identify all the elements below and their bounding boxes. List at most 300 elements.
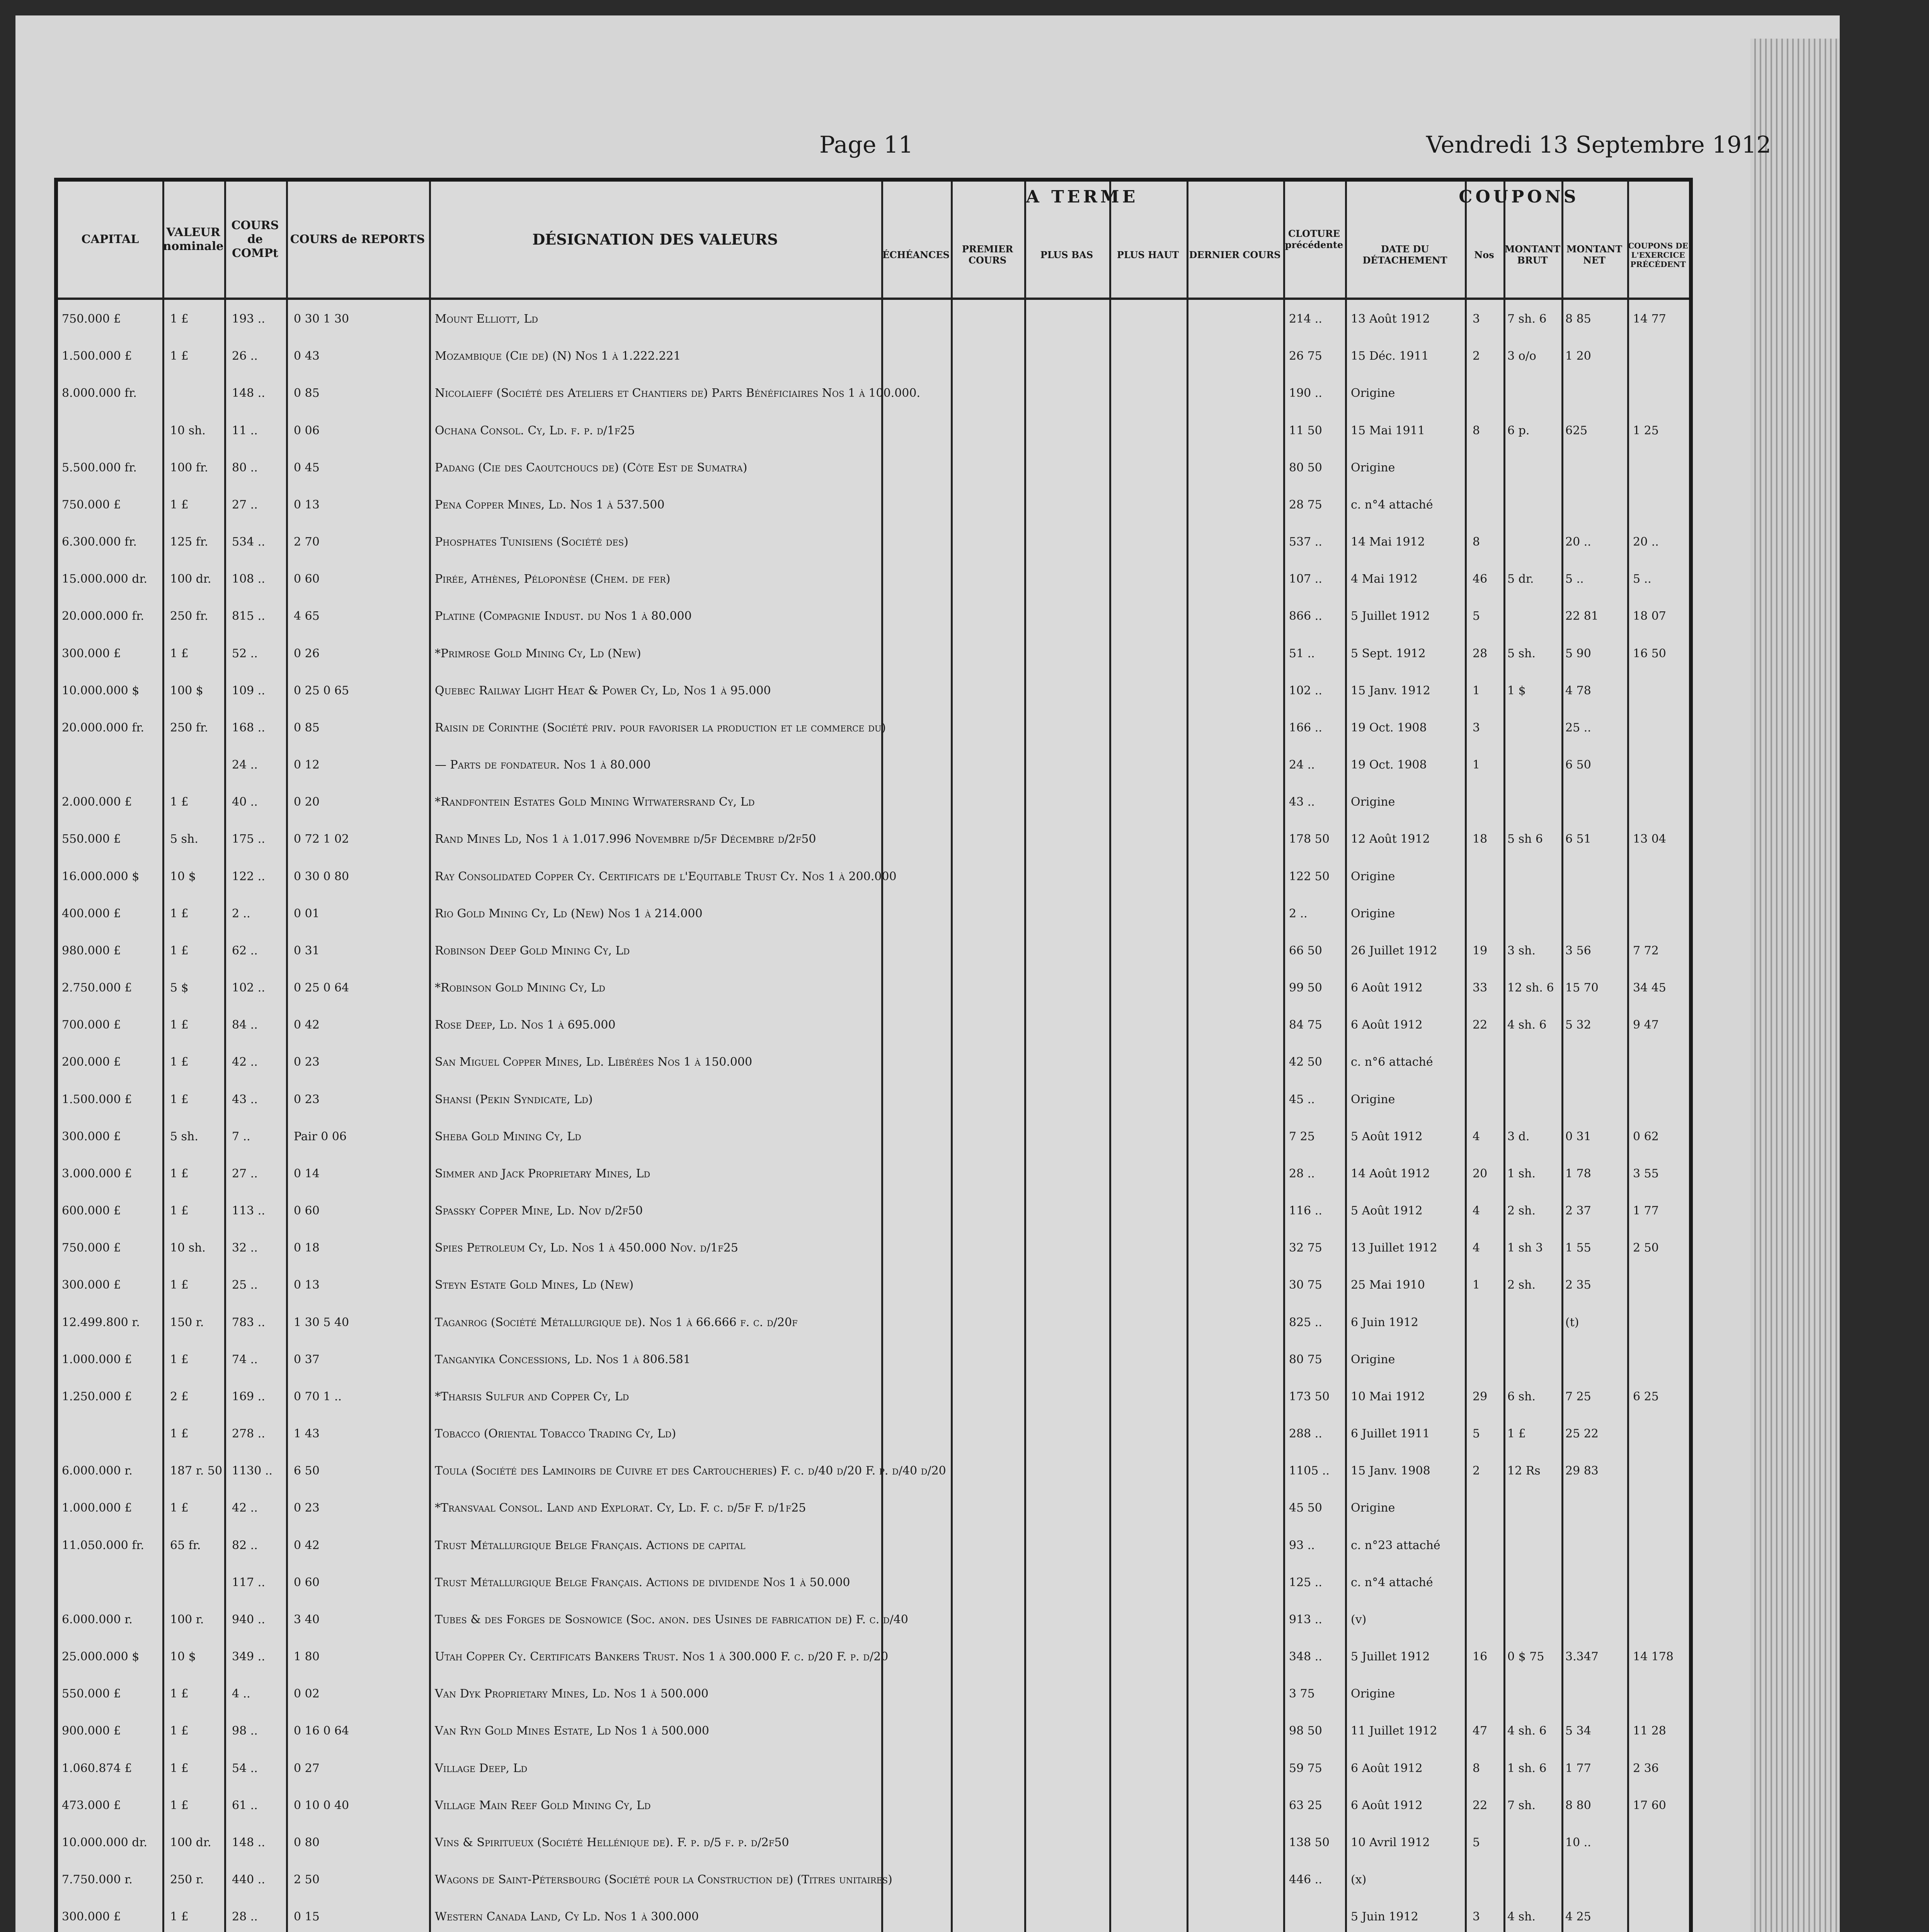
table-row <box>58 602 1689 629</box>
row-coupon-number: 29 <box>1473 1389 1488 1403</box>
row-date: 10 Mai 1912 <box>1351 1389 1425 1403</box>
row-comp: 98 .. <box>232 1724 258 1738</box>
row-date: Origine <box>1351 386 1395 400</box>
row-capital: 550.000 £ <box>62 832 121 846</box>
row-comp: 349 .. <box>232 1650 265 1664</box>
header-rule <box>58 298 1689 300</box>
row-designation: Raisin de Corinthe (Société priv. pour favoriser la production et le commerce du) <box>435 721 886 735</box>
row-designation: Quebec Railway Light Heat & Power Cy, Ld, Nos 1 à 95.000 <box>435 684 771 697</box>
row-coupon-number: 4 <box>1473 1204 1480 1218</box>
row-coupon-number: 2 <box>1473 1464 1480 1478</box>
row-comp: 82 .. <box>232 1538 258 1552</box>
table-row <box>58 1755 1689 1782</box>
row-valeur: 1 £ <box>170 795 189 809</box>
row-reports: 0 85 <box>294 721 320 735</box>
row-capital: 12.499.800 r. <box>62 1315 140 1329</box>
row-valeur: 100 dr. <box>170 572 211 586</box>
row-coupon-number: 4 <box>1473 1129 1480 1143</box>
table-row <box>58 714 1689 741</box>
row-montant-brut: 1 sh 3 <box>1507 1241 1543 1255</box>
row-cloture: 3 75 <box>1289 1687 1315 1701</box>
row-designation: Platine (Compagnie Indust. du Nos 1 à 80.000 <box>435 609 692 623</box>
row-date: 6 Août 1912 <box>1351 981 1423 995</box>
row-valeur: 1 £ <box>170 1501 189 1515</box>
row-montant-brut: 3 d. <box>1507 1129 1530 1143</box>
row-designation: Wagons de Saint-Pétersbourg (Société pour la Construction de) (Titres unitaires) <box>435 1873 892 1887</box>
row-date: 5 Août 1912 <box>1351 1204 1423 1218</box>
row-coupon-number: 3 <box>1473 1910 1480 1924</box>
row-designation: Pirée, Athènes, Péloponèse (Chem. de fer) <box>435 572 671 586</box>
row-valeur: 10 $ <box>170 869 196 883</box>
row-valeur: 125 fr. <box>170 535 208 549</box>
header-montant-brut: MONTANT BRUT <box>1504 243 1561 266</box>
row-capital: 2.750.000 £ <box>62 981 132 995</box>
row-reports: 2 70 <box>294 535 320 549</box>
row-valeur: 1 £ <box>170 1724 189 1738</box>
row-cloture: 537 .. <box>1289 535 1322 549</box>
row-montant-net: 4 78 <box>1565 684 1591 697</box>
row-designation: Nicolaieff (Société des Ateliers et Chantiers de) Parts Bénéficiaires Nos 1 à 100.000. <box>435 386 920 400</box>
table-row <box>58 1048 1689 1075</box>
row-reports: 0 72 1 02 <box>294 832 349 846</box>
row-cloture: 178 50 <box>1289 832 1330 846</box>
row-reports: 0 02 <box>294 1687 320 1701</box>
row-montant-net: 2 35 <box>1565 1278 1591 1292</box>
row-valeur: 1 £ <box>170 1278 189 1292</box>
row-valeur: 10 sh. <box>170 423 206 437</box>
row-comp: 168 .. <box>232 721 265 735</box>
row-montant-net: 5 .. <box>1565 572 1584 586</box>
row-designation: Trust Métallurgique Belge Français. Actions de capital <box>435 1538 746 1552</box>
row-montant-brut: 0 $ 75 <box>1507 1650 1544 1664</box>
row-reports: 0 42 <box>294 1018 320 1032</box>
table-row <box>58 454 1689 481</box>
row-exercice-precedent: 34 45 <box>1633 981 1666 995</box>
row-comp: 54 .. <box>232 1761 258 1775</box>
row-valeur: 2 £ <box>170 1389 189 1403</box>
row-montant-brut: 6 sh. <box>1507 1389 1536 1403</box>
row-coupon-number: 2 <box>1473 349 1480 363</box>
row-cloture: 122 50 <box>1289 869 1330 883</box>
header-dernier: DERNIER COURS <box>1189 249 1281 260</box>
row-coupon-number: 22 <box>1473 1018 1488 1032</box>
row-date: 5 Juillet 1912 <box>1351 1650 1430 1664</box>
row-cloture: 80 75 <box>1289 1352 1322 1366</box>
row-capital: 900.000 £ <box>62 1724 121 1738</box>
row-date: c. n°4 attaché <box>1351 1575 1433 1589</box>
row-comp: 534 .. <box>232 535 265 549</box>
row-reports: 0 43 <box>294 349 320 363</box>
row-comp: 4 .. <box>232 1687 250 1701</box>
row-valeur: 250 fr. <box>170 609 208 623</box>
row-designation: Robinson Deep Gold Mining Cy, Ld <box>435 944 630 957</box>
row-reports: 0 25 0 64 <box>294 981 349 995</box>
row-cloture: 45 .. <box>1289 1092 1315 1106</box>
row-reports: 0 45 <box>294 461 320 474</box>
row-cloture: 26 75 <box>1289 349 1322 363</box>
row-valeur: 1 £ <box>170 906 189 920</box>
row-capital: 8.000.000 fr. <box>62 386 137 400</box>
row-cloture: 32 75 <box>1289 1241 1322 1255</box>
row-exercice-precedent: 6 25 <box>1633 1389 1659 1403</box>
row-designation: Rose Deep, Ld. Nos 1 à 695.000 <box>435 1018 616 1032</box>
table-row <box>58 1792 1689 1819</box>
row-date: Origine <box>1351 1092 1395 1106</box>
row-exercice-precedent: 16 50 <box>1633 646 1666 660</box>
row-date: Origine <box>1351 461 1395 474</box>
row-designation: Mount Elliott, Ld <box>435 312 538 326</box>
row-valeur: 150 r. <box>170 1315 204 1329</box>
row-comp: 62 .. <box>232 944 258 957</box>
row-comp: 24 .. <box>232 758 258 772</box>
row-montant-brut: 1 sh. 6 <box>1507 1761 1547 1775</box>
row-valeur: 1 £ <box>170 1761 189 1775</box>
table-row <box>58 937 1689 964</box>
row-date: c. n°4 attaché <box>1351 498 1433 512</box>
row-designation: *Primrose Gold Mining Cy, Ld (New) <box>435 646 641 660</box>
row-reports: 0 80 <box>294 1835 320 1849</box>
row-valeur: 5 sh. <box>170 832 198 846</box>
table-row <box>58 788 1689 815</box>
row-date: 15 Mai 1911 <box>1351 423 1425 437</box>
row-comp: 148 .. <box>232 386 265 400</box>
row-reports: 0 13 <box>294 1278 320 1292</box>
row-reports: 0 01 <box>294 906 320 920</box>
row-valeur: 1 £ <box>170 1352 189 1366</box>
row-montant-brut: 12 sh. 6 <box>1507 981 1554 995</box>
row-reports: 0 25 0 65 <box>294 684 349 697</box>
row-designation: Rand Mines Ld, Nos 1 à 1.017.996 Novembre d/5f Décembre d/2f50 <box>435 832 816 846</box>
header-cours-comp: COURS de COMPt <box>231 219 279 260</box>
row-designation: Rio Gold Mining Cy, Ld (New) Nos 1 à 214.000 <box>435 906 703 920</box>
row-designation: *Robinson Gold Mining Cy, Ld <box>435 981 605 995</box>
row-comp: 52 .. <box>232 646 258 660</box>
row-designation: *Transvaal Consol. Land and Explorat. Cy, Ld. F. c. d/5f F. d/1f25 <box>435 1501 806 1515</box>
page-number: Page 11 <box>819 131 913 158</box>
row-designation: Van Ryn Gold Mines Estate, Ld Nos 1 à 500.000 <box>435 1724 709 1738</box>
row-valeur: 250 fr. <box>170 721 208 735</box>
row-coupon-number: 1 <box>1473 758 1480 772</box>
table-row <box>58 1086 1689 1113</box>
row-montant-brut: 2 sh. <box>1507 1204 1536 1218</box>
row-comp: 61 .. <box>232 1798 258 1812</box>
row-capital: 550.000 £ <box>62 1687 121 1701</box>
row-comp: 102 .. <box>232 981 265 995</box>
row-capital: 20.000.000 fr. <box>62 609 144 623</box>
row-cloture: 63 25 <box>1289 1798 1322 1812</box>
row-cloture: 102 .. <box>1289 684 1322 697</box>
row-cloture: 45 50 <box>1289 1501 1322 1515</box>
header-capital: CAPITAL <box>81 233 139 246</box>
row-montant-net: 25 .. <box>1565 721 1591 735</box>
row-designation: Mozambique (Cie de) (N) Nos 1 à 1.222.221 <box>435 349 681 363</box>
row-capital: 750.000 £ <box>62 312 121 326</box>
table-row <box>58 1643 1689 1670</box>
row-montant-brut: 5 sh 6 <box>1507 832 1543 846</box>
row-montant-net: 3 56 <box>1565 944 1591 957</box>
row-montant-brut: 3 sh. <box>1507 944 1536 957</box>
row-reports: 0 31 <box>294 944 320 957</box>
row-exercice-precedent: 5 .. <box>1633 572 1651 586</box>
row-designation: Tobacco (Oriental Tobacco Trading Cy, Ld) <box>435 1427 676 1441</box>
row-montant-net: 625 <box>1565 423 1588 437</box>
row-reports: 1 43 <box>294 1427 320 1441</box>
row-cloture: 28 75 <box>1289 498 1322 512</box>
row-montant-net: 4 25 <box>1565 1910 1591 1924</box>
row-reports: 0 20 <box>294 795 320 809</box>
row-coupon-number: 3 <box>1473 721 1480 735</box>
row-coupon-number: 8 <box>1473 423 1480 437</box>
row-montant-net: 5 34 <box>1565 1724 1591 1738</box>
row-comp: 122 .. <box>232 869 265 883</box>
row-comp: 80 .. <box>232 461 258 474</box>
row-capital: 300.000 £ <box>62 1910 121 1924</box>
row-exercice-precedent: 2 50 <box>1633 1241 1659 1255</box>
row-designation: Padang (Cie des Caoutchoucs de) (Côte Est de Sumatra) <box>435 461 747 474</box>
row-date: Origine <box>1351 1352 1395 1366</box>
header-date-detachement: DATE DU DÉTACHEMENT <box>1362 243 1447 266</box>
row-reports: 0 13 <box>294 498 320 512</box>
row-valeur: 187 r. 50 <box>170 1464 223 1478</box>
row-cloture: 825 .. <box>1289 1315 1322 1329</box>
row-comp: 25 .. <box>232 1278 258 1292</box>
row-capital: 11.050.000 fr. <box>62 1538 144 1552</box>
row-comp: 169 .. <box>232 1389 265 1403</box>
row-designation: — Parts de fondateur. Nos 1 à 80.000 <box>435 758 651 772</box>
row-capital: 700.000 £ <box>62 1018 121 1032</box>
page-edge <box>1750 39 1840 1932</box>
row-montant-net: 1 20 <box>1565 349 1591 363</box>
row-cloture: 288 .. <box>1289 1427 1322 1441</box>
row-comp: 440 .. <box>232 1873 265 1887</box>
row-date: 4 Mai 1912 <box>1351 572 1418 586</box>
row-valeur: 1 £ <box>170 1167 189 1180</box>
row-coupon-number: 5 <box>1473 609 1480 623</box>
row-date: 6 Juin 1912 <box>1351 1315 1418 1329</box>
row-comp: 7 .. <box>232 1129 250 1143</box>
row-valeur: 1 £ <box>170 1427 189 1441</box>
row-date: 15 Janv. 1912 <box>1351 684 1430 697</box>
row-capital: 300.000 £ <box>62 646 121 660</box>
row-capital: 10.000.000 dr. <box>62 1835 148 1849</box>
row-montant-net: 6 50 <box>1565 758 1591 772</box>
row-exercice-precedent: 14 77 <box>1633 312 1666 326</box>
row-reports: 0 15 <box>294 1910 320 1924</box>
header-designation: DÉSIGNATION DES VALEURS <box>532 231 778 248</box>
row-designation: Tanganyika Concessions, Ld. Nos 1 à 806.581 <box>435 1352 691 1366</box>
row-valeur: 1 £ <box>170 646 189 660</box>
row-coupon-number: 22 <box>1473 1798 1488 1812</box>
row-valeur: 100 $ <box>170 684 203 697</box>
table-row <box>58 900 1689 927</box>
row-valeur: 250 r. <box>170 1873 204 1887</box>
row-date: Origine <box>1351 906 1395 920</box>
row-designation: Steyn Estate Gold Mines, Ld (New) <box>435 1278 634 1292</box>
row-date: Origine <box>1351 1501 1395 1515</box>
header-premier: PREMIER COURS <box>962 243 1013 266</box>
row-cloture: 107 .. <box>1289 572 1322 586</box>
row-capital: 6.000.000 r. <box>62 1612 133 1626</box>
row-coupon-number: 8 <box>1473 535 1480 549</box>
row-montant-net: 5 32 <box>1565 1018 1591 1032</box>
row-reports: 0 18 <box>294 1241 320 1255</box>
row-cloture: 913 .. <box>1289 1612 1322 1626</box>
row-cloture: 2 .. <box>1289 906 1308 920</box>
row-designation: Ochana Consol. Cy, Ld. f. p. d/1f25 <box>435 423 635 437</box>
row-coupon-number: 18 <box>1473 832 1488 846</box>
table-row <box>58 1123 1689 1150</box>
row-reports: 0 70 1 .. <box>294 1389 342 1403</box>
row-reports: 4 65 <box>294 609 320 623</box>
row-reports: 0 30 0 80 <box>294 869 349 883</box>
row-montant-net: 25 22 <box>1565 1427 1599 1441</box>
table-row <box>58 640 1689 667</box>
row-date: (x) <box>1351 1873 1367 1887</box>
row-capital: 1.500.000 £ <box>62 1092 132 1106</box>
row-capital: 300.000 £ <box>62 1278 121 1292</box>
row-cloture: 1105 .. <box>1289 1464 1330 1478</box>
row-reports: 0 60 <box>294 1204 320 1218</box>
row-reports: 0 12 <box>294 758 320 772</box>
table-row <box>58 1234 1689 1261</box>
row-reports: 0 27 <box>294 1761 320 1775</box>
table-row <box>58 1420 1689 1447</box>
row-comp: 43 .. <box>232 1092 258 1106</box>
table-row <box>58 1271 1689 1298</box>
row-valeur: 1 £ <box>170 498 189 512</box>
table-row <box>58 528 1689 555</box>
row-reports: 0 23 <box>294 1501 320 1515</box>
row-designation: Ray Consolidated Copper Cy. Certificats de l'Equitable Trust Cy. Nos 1 à 200.000 <box>435 869 897 883</box>
table-row <box>58 1829 1689 1856</box>
row-valeur: 1 £ <box>170 1204 189 1218</box>
row-reports: 0 37 <box>294 1352 320 1366</box>
row-coupon-number: 16 <box>1473 1650 1488 1664</box>
row-coupon-number: 20 <box>1473 1167 1488 1180</box>
row-reports: 0 60 <box>294 1575 320 1589</box>
row-montant-brut: 5 sh. <box>1507 646 1536 660</box>
row-valeur: 1 £ <box>170 1798 189 1812</box>
table-row <box>58 677 1689 704</box>
row-cloture: 98 50 <box>1289 1724 1322 1738</box>
row-cloture: 42 50 <box>1289 1055 1322 1069</box>
row-cloture: 446 .. <box>1289 1873 1322 1887</box>
table-row <box>58 751 1689 778</box>
row-montant-brut: 1 $ <box>1507 684 1526 697</box>
row-coupon-number: 33 <box>1473 981 1488 995</box>
row-date: Origine <box>1351 869 1395 883</box>
row-reports: 1 30 5 40 <box>294 1315 349 1329</box>
row-exercice-precedent: 17 60 <box>1633 1798 1666 1812</box>
row-designation: *Randfontein Estates Gold Mining Witwatersrand Cy, Ld <box>435 795 755 809</box>
row-capital: 7.750.000 r. <box>62 1873 133 1887</box>
table-row <box>58 1494 1689 1521</box>
row-cloture: 866 .. <box>1289 609 1322 623</box>
row-montant-net: 6 51 <box>1565 832 1591 846</box>
row-reports: 0 14 <box>294 1167 320 1180</box>
row-designation: Trust Métallurgique Belge Français. Actions de dividende Nos 1 à 50.000 <box>435 1575 850 1589</box>
row-montant-net: 29 83 <box>1565 1464 1599 1478</box>
header-montant-net: MONTANT NET <box>1566 243 1623 266</box>
row-montant-net: 2 37 <box>1565 1204 1591 1218</box>
row-reports: 0 30 1 30 <box>294 312 349 326</box>
row-montant-net: (t) <box>1565 1315 1579 1329</box>
row-date: 5 Août 1912 <box>1351 1129 1423 1143</box>
row-montant-brut: 12 Rs <box>1507 1464 1541 1478</box>
row-capital: 2.000.000 £ <box>62 795 132 809</box>
row-valeur: 10 $ <box>170 1650 196 1664</box>
row-capital: 400.000 £ <box>62 906 121 920</box>
row-coupon-number: 8 <box>1473 1761 1480 1775</box>
row-date: 6 Août 1912 <box>1351 1018 1423 1032</box>
row-cloture: 80 50 <box>1289 461 1322 474</box>
row-date: 15 Janv. 1908 <box>1351 1464 1430 1478</box>
row-comp: 175 .. <box>232 832 265 846</box>
row-cloture: 11 50 <box>1289 423 1322 437</box>
row-date: 10 Avril 1912 <box>1351 1835 1430 1849</box>
row-capital: 20.000.000 fr. <box>62 721 144 735</box>
row-comp: 84 .. <box>232 1018 258 1032</box>
row-montant-net: 10 .. <box>1565 1835 1591 1849</box>
table-row <box>58 1717 1689 1744</box>
row-capital: 15.000.000 dr. <box>62 572 148 586</box>
row-comp: 148 .. <box>232 1835 265 1849</box>
row-montant-brut: 5 dr. <box>1507 572 1534 586</box>
row-montant-net: 7 25 <box>1565 1389 1591 1403</box>
row-comp: 117 .. <box>232 1575 265 1589</box>
row-exercice-precedent: 3 55 <box>1633 1167 1659 1180</box>
row-comp: 113 .. <box>232 1204 265 1218</box>
row-capital: 1.250.000 £ <box>62 1389 132 1403</box>
row-cloture: 214 .. <box>1289 312 1322 326</box>
table-row <box>58 1532 1689 1559</box>
table-row <box>58 1383 1689 1410</box>
row-coupon-number: 19 <box>1473 944 1488 957</box>
row-cloture: 28 .. <box>1289 1167 1315 1180</box>
row-valeur: 100 dr. <box>170 1835 211 1849</box>
row-valeur: 5 $ <box>170 981 189 995</box>
row-reports: 0 10 0 40 <box>294 1798 349 1812</box>
row-coupon-number: 5 <box>1473 1835 1480 1849</box>
row-cloture: 30 75 <box>1289 1278 1322 1292</box>
row-valeur: 1 £ <box>170 1092 189 1106</box>
row-comp: 27 .. <box>232 498 258 512</box>
row-date: 14 Mai 1912 <box>1351 535 1425 549</box>
row-montant-net: 1 78 <box>1565 1167 1591 1180</box>
quotation-table <box>54 178 1693 1932</box>
row-capital: 6.000.000 r. <box>62 1464 133 1478</box>
row-date: 5 Juillet 1912 <box>1351 609 1430 623</box>
row-montant-brut: 7 sh. 6 <box>1507 312 1547 326</box>
row-designation: Taganrog (Société Métallurgique de). Nos 1 à 66.666 f. c. d/20f <box>435 1315 798 1329</box>
row-designation: Simmer and Jack Proprietary Mines, Ld <box>435 1167 650 1180</box>
row-montant-brut: 7 sh. <box>1507 1798 1536 1812</box>
row-date: Origine <box>1351 795 1395 809</box>
row-date: 5 Juin 1912 <box>1351 1910 1418 1924</box>
row-exercice-precedent: 1 25 <box>1633 423 1659 437</box>
row-valeur: 1 £ <box>170 312 189 326</box>
row-capital: 200.000 £ <box>62 1055 121 1069</box>
row-comp: 74 .. <box>232 1352 258 1366</box>
row-reports: 1 80 <box>294 1650 320 1664</box>
row-designation: Vins & Spiritueux (Société Hellénique de). F. p. d/5 f. p. d/2f50 <box>435 1835 789 1849</box>
table-row <box>58 1011 1689 1038</box>
row-valeur: 5 sh. <box>170 1129 198 1143</box>
row-coupon-number: 3 <box>1473 312 1480 326</box>
row-exercice-precedent: 18 07 <box>1633 609 1666 623</box>
row-designation: Tubes & des Forges de Sosnowice (Soc. anon. des Usines de fabrication de) F. c. d/40 <box>435 1612 908 1626</box>
row-cloture: 138 50 <box>1289 1835 1330 1849</box>
